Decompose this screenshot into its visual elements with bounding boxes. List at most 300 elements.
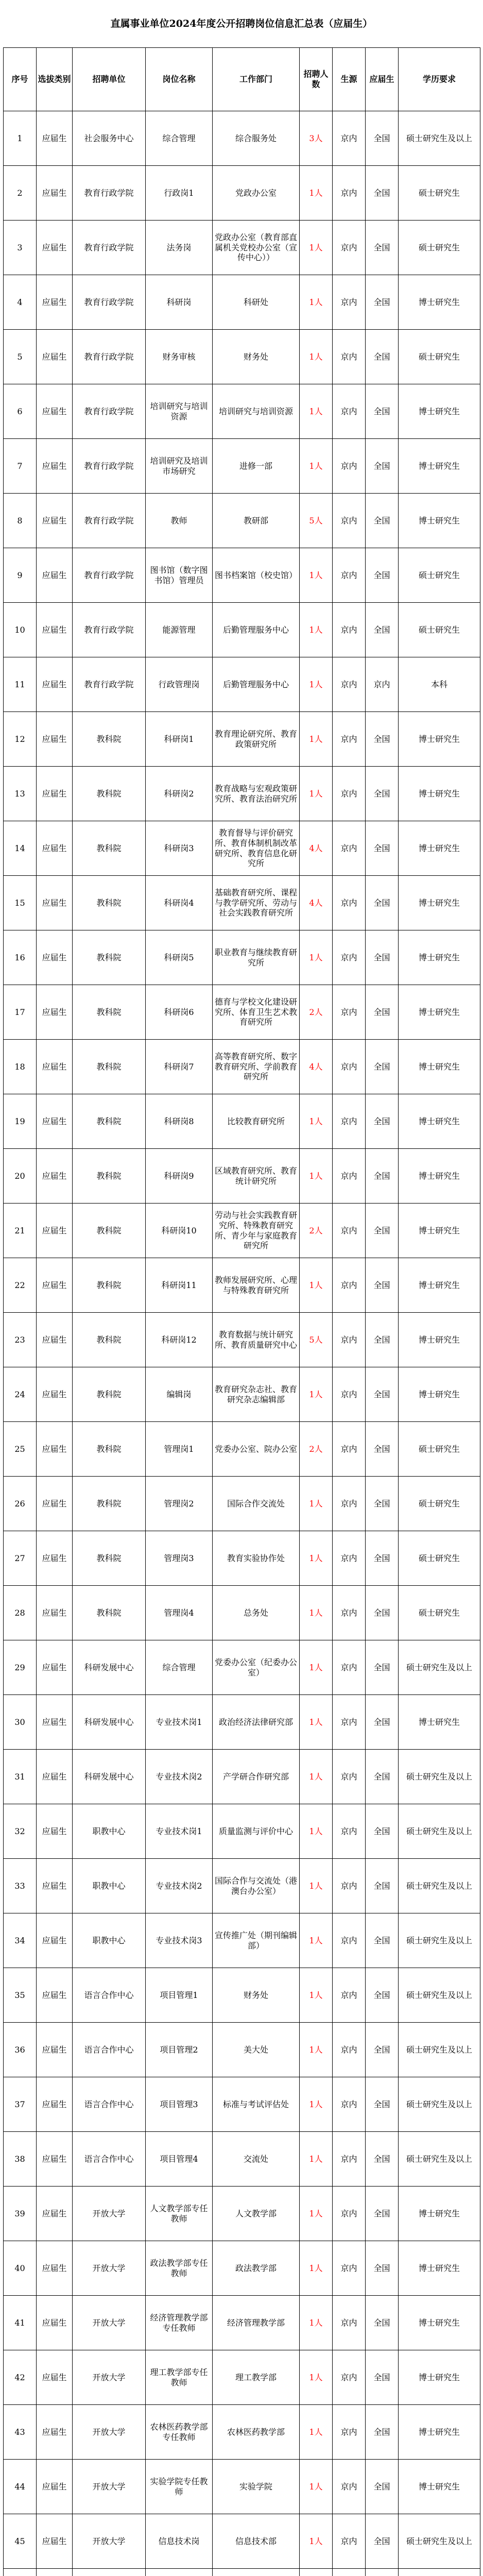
cell-plan: 京内 <box>333 439 366 494</box>
cell-plan: 京内 <box>333 1586 366 1640</box>
cell-post: 项目管理4 <box>146 2132 213 2187</box>
table-row <box>4 2077 480 2132</box>
cell-unit: 教科院 <box>73 821 146 876</box>
cell-dept: 标准与考试评估处 <box>213 2077 300 2132</box>
table-row <box>4 1586 480 1640</box>
cell-plan: 京内 <box>333 1367 366 1422</box>
table-row <box>4 2187 480 2241</box>
cell-unit: 教科院 <box>73 1367 146 1422</box>
table-row <box>4 2569 480 2576</box>
cell-num: 2人 <box>300 985 333 1040</box>
cell-unit: 开放大学 <box>73 2350 146 2405</box>
cell-unit: 教科院 <box>73 1094 146 1149</box>
cell-post: 行政岗1 <box>146 166 213 221</box>
cell-num: 1人 <box>300 439 333 494</box>
table-row <box>4 1750 480 1804</box>
cell-num: 4人 <box>300 876 333 930</box>
cell-edu: 博士研究生 <box>399 1149 480 1204</box>
cell-post: 综合管理 <box>146 111 213 166</box>
cell-edu: 博士研究生 <box>399 2241 480 2296</box>
cell-type: 应届生 <box>37 221 73 275</box>
cell-plan: 京内 <box>333 1640 366 1695</box>
cell-unit: 教科院 <box>73 1204 146 1258</box>
cell-unit <box>73 2569 146 2576</box>
cell-type: 应届生 <box>37 1040 73 1094</box>
cell-plan: 京内 <box>333 603 366 657</box>
cell-seq: 24 <box>4 1367 37 1422</box>
cell-dept: 人文教学部 <box>213 2187 300 2241</box>
cell-post: 专业技术岗2 <box>146 1859 213 1913</box>
cell-dept: 后勤管理服务中心 <box>213 603 300 657</box>
cell-dept: 区域教育研究所、教育统计研究所 <box>213 1149 300 1204</box>
cell-scope: 全国 <box>366 1695 399 1750</box>
cell-type: 应届生 <box>37 712 73 767</box>
cell-scope: 全国 <box>366 2405 399 2460</box>
cell-edu: 硕士研究生及以上 <box>399 1859 480 1913</box>
table-row <box>4 1913 480 1968</box>
cell-plan: 京内 <box>333 821 366 876</box>
cell-plan: 京内 <box>333 330 366 384</box>
cell-edu: 博士研究生 <box>399 275 480 330</box>
cell-dept: 实验学院 <box>213 2460 300 2514</box>
cell-unit: 教科院 <box>73 930 146 985</box>
cell-post: 农林医药教学部专任教师 <box>146 2405 213 2460</box>
cell-edu: 硕士研究生及以上 <box>399 1913 480 1968</box>
cell-dept: 教育战略与宏观政策研究所、教育法治研究所 <box>213 767 300 821</box>
cell-scope: 全国 <box>366 548 399 603</box>
table-row <box>4 2023 480 2077</box>
cell-type: 应届生 <box>37 2187 73 2241</box>
cell-scope: 全国 <box>366 1586 399 1640</box>
cell-num: 1人 <box>300 2023 333 2077</box>
cell-unit: 科研发展中心 <box>73 1695 146 1750</box>
cell-scope: 全国 <box>366 2296 399 2350</box>
cell-seq <box>4 2569 37 2576</box>
cell-type: 应届生 <box>37 2460 73 2514</box>
cell-scope <box>366 2569 399 2576</box>
cell-edu: 硕士研究生及以上 <box>399 111 480 166</box>
table-row <box>4 1204 480 1258</box>
cell-post: 编辑岗 <box>146 1367 213 1422</box>
cell-edu: 博士研究生 <box>399 876 480 930</box>
cell-dept: 宣传推广处（期刊编辑部） <box>213 1913 300 1968</box>
cell-dept: 总务处 <box>213 1586 300 1640</box>
cell-plan: 京内 <box>333 1477 366 1531</box>
cell-edu: 博士研究生 <box>399 1040 480 1094</box>
cell-dept: 党政办公室（教育部直属机关党校办公室（宣传中心）） <box>213 221 300 275</box>
cell-num: 1人 <box>300 2296 333 2350</box>
table-row <box>4 2460 480 2514</box>
cell-post: 政法教学部专任教师 <box>146 2241 213 2296</box>
cell-scope: 全国 <box>366 2187 399 2241</box>
cell-dept: 教育实验协作处 <box>213 1531 300 1586</box>
table-row <box>4 1149 480 1204</box>
cell-edu: 硕士研究生 <box>399 603 480 657</box>
cell-num: 1人 <box>300 2077 333 2132</box>
cell-seq: 16 <box>4 930 37 985</box>
cell-unit: 语言合作中心 <box>73 2132 146 2187</box>
header-dept: 工作部门 <box>213 48 300 111</box>
cell-scope: 全国 <box>366 1968 399 2023</box>
cell-seq: 44 <box>4 2460 37 2514</box>
cell-type: 应届生 <box>37 1750 73 1804</box>
cell-dept: 高等教育研究所、数字教育研究所、学前教育研究所 <box>213 1040 300 1094</box>
cell-num: 1人 <box>300 1640 333 1695</box>
table-row <box>4 821 480 876</box>
cell-post: 专业技术岗1 <box>146 1695 213 1750</box>
cell-edu: 硕士研究生 <box>399 1477 480 1531</box>
cell-seq: 12 <box>4 712 37 767</box>
cell-scope: 全国 <box>366 275 399 330</box>
cell-post: 管理岗4 <box>146 1586 213 1640</box>
cell-plan: 京内 <box>333 2460 366 2514</box>
cell-edu: 博士研究生 <box>399 1695 480 1750</box>
cell-num: 1人 <box>300 1367 333 1422</box>
cell-edu: 博士研究生 <box>399 1204 480 1258</box>
cell-plan: 京内 <box>333 1422 366 1477</box>
cell-edu: 硕士研究生及以上 <box>399 2077 480 2132</box>
cell-plan: 京内 <box>333 1258 366 1313</box>
cell-post: 科研岗11 <box>146 1258 213 1313</box>
cell-seq: 30 <box>4 1695 37 1750</box>
cell-type: 应届生 <box>37 2350 73 2405</box>
table-row <box>4 1367 480 1422</box>
cell-post: 培训研究与培训资源 <box>146 384 213 439</box>
cell-dept: 财务处 <box>213 1968 300 2023</box>
cell-edu: 博士研究生 <box>399 930 480 985</box>
cell-seq: 11 <box>4 657 37 712</box>
cell-post: 科研岗1 <box>146 712 213 767</box>
cell-edu: 博士研究生 <box>399 494 480 548</box>
cell-edu: 硕士研究生及以上 <box>399 1640 480 1695</box>
cell-unit: 教育行政学院 <box>73 330 146 384</box>
cell-scope: 全国 <box>366 1531 399 1586</box>
table-row <box>4 1258 480 1313</box>
cell-num: 4人 <box>300 821 333 876</box>
cell-seq: 42 <box>4 2350 37 2405</box>
table-row <box>4 657 480 712</box>
cell-seq: 19 <box>4 1094 37 1149</box>
cell-unit: 教科院 <box>73 1313 146 1367</box>
cell-num: 1人 <box>300 1859 333 1913</box>
cell-post: 专业技术岗1 <box>146 1804 213 1859</box>
cell-scope: 全国 <box>366 1204 399 1258</box>
cell-type: 应届生 <box>37 1804 73 1859</box>
cell-type: 应届生 <box>37 985 73 1040</box>
table-body <box>4 111 480 2576</box>
cell-type: 应届生 <box>37 2405 73 2460</box>
cell-scope: 全国 <box>366 1094 399 1149</box>
cell-seq: 31 <box>4 1750 37 1804</box>
cell-unit: 语言合作中心 <box>73 2077 146 2132</box>
cell-scope: 全国 <box>366 494 399 548</box>
table-row <box>4 712 480 767</box>
cell-plan: 京内 <box>333 2132 366 2187</box>
cell-scope: 全国 <box>366 821 399 876</box>
cell-num: 1人 <box>300 2350 333 2405</box>
table-row <box>4 384 480 439</box>
cell-seq: 3 <box>4 221 37 275</box>
cell-edu: 硕士研究生 <box>399 1422 480 1477</box>
cell-dept: 财务处 <box>213 330 300 384</box>
table-row <box>4 166 480 221</box>
cell-scope: 全国 <box>366 1913 399 1968</box>
cell-unit: 开放大学 <box>73 2241 146 2296</box>
cell-unit: 职教中心 <box>73 1859 146 1913</box>
cell-edu: 本科 <box>399 657 480 712</box>
cell-unit: 教科院 <box>73 712 146 767</box>
cell-post: 人文教学部专任教师 <box>146 2187 213 2241</box>
cell-num: 4人 <box>300 1040 333 1094</box>
table-row <box>4 1040 480 1094</box>
cell-seq: 34 <box>4 1913 37 1968</box>
cell-post: 科研岗5 <box>146 930 213 985</box>
cell-post: 综合管理 <box>146 1640 213 1695</box>
cell-type: 应届生 <box>37 1422 73 1477</box>
cell-unit: 开放大学 <box>73 2405 146 2460</box>
cell-num: 1人 <box>300 1804 333 1859</box>
cell-plan: 京内 <box>333 1750 366 1804</box>
cell-num: 1人 <box>300 221 333 275</box>
cell-edu: 博士研究生 <box>399 384 480 439</box>
cell-scope: 全国 <box>366 767 399 821</box>
cell-scope: 全国 <box>366 2023 399 2077</box>
cell-type: 应届生 <box>37 2023 73 2077</box>
cell-plan: 京内 <box>333 1149 366 1204</box>
cell-post: 项目管理2 <box>146 2023 213 2077</box>
cell-num: 1人 <box>300 1531 333 1586</box>
cell-dept: 进修一部 <box>213 439 300 494</box>
cell-seq: 39 <box>4 2187 37 2241</box>
cell-plan: 京内 <box>333 1094 366 1149</box>
cell-unit: 语言合作中心 <box>73 2023 146 2077</box>
cell-dept: 国际合作与交流处（港澳台办公室） <box>213 1859 300 1913</box>
table-row <box>4 603 480 657</box>
cell-seq: 8 <box>4 494 37 548</box>
cell-post <box>146 2569 213 2576</box>
cell-type: 应届生 <box>37 111 73 166</box>
cell-type: 应届生 <box>37 2132 73 2187</box>
cell-dept: 美大处 <box>213 2023 300 2077</box>
cell-type: 应届生 <box>37 2514 73 2569</box>
cell-seq: 2 <box>4 166 37 221</box>
cell-type: 应届生 <box>37 930 73 985</box>
cell-edu: 博士研究生 <box>399 767 480 821</box>
cell-seq: 37 <box>4 2077 37 2132</box>
cell-num: 1人 <box>300 548 333 603</box>
cell-dept: 教育督导与评价研究所、教育体制机制改革研究所、教育信息化研究所 <box>213 821 300 876</box>
cell-seq: 13 <box>4 767 37 821</box>
cell-dept: 政治经济法律研究部 <box>213 1695 300 1750</box>
cell-seq: 15 <box>4 876 37 930</box>
cell-type: 应届生 <box>37 1204 73 1258</box>
cell-seq: 40 <box>4 2241 37 2296</box>
cell-plan: 京内 <box>333 657 366 712</box>
cell-scope: 京内 <box>366 657 399 712</box>
cell-unit: 教育行政学院 <box>73 603 146 657</box>
cell-edu: 博士研究生 <box>399 1094 480 1149</box>
cell-seq: 17 <box>4 985 37 1040</box>
cell-num: 1人 <box>300 1258 333 1313</box>
positions-table <box>3 47 480 2576</box>
cell-post: 科研岗2 <box>146 767 213 821</box>
cell-type: 应届生 <box>37 1258 73 1313</box>
table-row <box>4 1804 480 1859</box>
table-row <box>4 2405 480 2460</box>
cell-num: 1人 <box>300 166 333 221</box>
cell-unit: 教育行政学院 <box>73 494 146 548</box>
cell-type: 应届生 <box>37 548 73 603</box>
cell-plan: 京内 <box>333 712 366 767</box>
cell-type: 应届生 <box>37 275 73 330</box>
cell-post: 管理岗2 <box>146 1477 213 1531</box>
cell-type: 应届生 <box>37 1913 73 1968</box>
cell-post: 经济管理教学部专任教师 <box>146 2296 213 2350</box>
cell-num: 1人 <box>300 1750 333 1804</box>
cell-num: 1人 <box>300 330 333 384</box>
cell-post: 科研岗9 <box>146 1149 213 1204</box>
cell-dept: 劳动与社会实践教育研究所、特殊教育研究所、青少年与家庭教育研究所 <box>213 1204 300 1258</box>
cell-edu: 硕士研究生 <box>399 166 480 221</box>
cell-edu: 硕士研究生及以上 <box>399 1804 480 1859</box>
cell-type: 应届生 <box>37 1640 73 1695</box>
cell-seq: 32 <box>4 1804 37 1859</box>
cell-post: 项目管理1 <box>146 1968 213 2023</box>
cell-seq: 14 <box>4 821 37 876</box>
cell-scope: 全国 <box>366 1640 399 1695</box>
cell-scope: 全国 <box>366 603 399 657</box>
cell-dept: 科研处 <box>213 275 300 330</box>
cell-plan: 京内 <box>333 1968 366 2023</box>
cell-edu: 博士研究生 <box>399 2350 480 2405</box>
cell-num: 1人 <box>300 2132 333 2187</box>
cell-unit: 教育行政学院 <box>73 166 146 221</box>
cell-type: 应届生 <box>37 2077 73 2132</box>
cell-seq: 36 <box>4 2023 37 2077</box>
cell-dept: 教师发展研究所、心理与特殊教育研究所 <box>213 1258 300 1313</box>
cell-post: 实验学院专任教师 <box>146 2460 213 2514</box>
cell-scope: 全国 <box>366 384 399 439</box>
cell-plan: 京内 <box>333 494 366 548</box>
cell-scope: 全国 <box>366 1040 399 1094</box>
cell-dept: 教育数据与统计研究所、教育质量研究中心 <box>213 1313 300 1367</box>
cell-type: 应届生 <box>37 657 73 712</box>
cell-unit: 开放大学 <box>73 2460 146 2514</box>
cell-seq: 41 <box>4 2296 37 2350</box>
cell-scope: 全国 <box>366 1367 399 1422</box>
cell-plan: 京内 <box>333 2296 366 2350</box>
cell-plan: 京内 <box>333 985 366 1040</box>
cell-seq: 45 <box>4 2514 37 2569</box>
cell-type: 应届生 <box>37 2296 73 2350</box>
cell-post: 专业技术岗2 <box>146 1750 213 1804</box>
cell-seq: 38 <box>4 2132 37 2187</box>
table-row <box>4 930 480 985</box>
header-seq: 序号 <box>4 48 37 111</box>
cell-plan: 京内 <box>333 1531 366 1586</box>
cell-num: 1人 <box>300 1477 333 1531</box>
cell-post: 行政管理岗 <box>146 657 213 712</box>
cell-dept: 党政办公室 <box>213 166 300 221</box>
cell-post: 理工教学部专任教师 <box>146 2350 213 2405</box>
cell-plan: 京内 <box>333 221 366 275</box>
cell-dept: 后勤管理服务中心 <box>213 657 300 712</box>
cell-scope: 全国 <box>366 166 399 221</box>
cell-dept: 教育研究杂志社、教育研究杂志编辑部 <box>213 1367 300 1422</box>
table-row <box>4 1313 480 1367</box>
header-scope: 应届生 <box>366 48 399 111</box>
cell-type: 应届生 <box>37 821 73 876</box>
cell-scope: 全国 <box>366 930 399 985</box>
cell-edu: 博士研究生 <box>399 2187 480 2241</box>
cell-plan: 京内 <box>333 1859 366 1913</box>
cell-edu: 硕士研究生 <box>399 221 480 275</box>
cell-post: 教师 <box>146 494 213 548</box>
cell-post: 管理岗3 <box>146 1531 213 1586</box>
cell-dept: 信息技术部 <box>213 2514 300 2569</box>
cell-scope: 全国 <box>366 2460 399 2514</box>
table-row <box>4 2514 480 2569</box>
cell-plan: 京内 <box>333 2405 366 2460</box>
cell-seq: 5 <box>4 330 37 384</box>
cell-edu: 硕士研究生 <box>399 1531 480 1586</box>
cell-scope: 全国 <box>366 1750 399 1804</box>
cell-post: 培训研究及培训市场研究 <box>146 439 213 494</box>
cell-scope: 全国 <box>366 221 399 275</box>
header-type: 选拔类别 <box>37 48 73 111</box>
table-row <box>4 2296 480 2350</box>
table-row <box>4 221 480 275</box>
cell-num: 3人 <box>300 111 333 166</box>
cell-unit: 教育行政学院 <box>73 657 146 712</box>
cell-seq: 28 <box>4 1586 37 1640</box>
cell-seq: 21 <box>4 1204 37 1258</box>
cell-scope: 全国 <box>366 1313 399 1367</box>
table-row <box>4 1640 480 1695</box>
cell-type <box>37 2569 73 2576</box>
cell-edu: 硕士研究生 <box>399 330 480 384</box>
cell-edu: 硕士研究生及以上 <box>399 2514 480 2569</box>
cell-scope: 全国 <box>366 1477 399 1531</box>
header-unit: 招聘单位 <box>73 48 146 111</box>
cell-seq: 6 <box>4 384 37 439</box>
cell-unit: 教科院 <box>73 767 146 821</box>
cell-seq: 23 <box>4 1313 37 1367</box>
cell-edu: 硕士研究生及以上 <box>399 2132 480 2187</box>
cell-num: 1人 <box>300 712 333 767</box>
cell-plan: 京内 <box>333 1804 366 1859</box>
cell-type: 应届生 <box>37 876 73 930</box>
table-header-row <box>4 48 480 111</box>
cell-plan: 京内 <box>333 876 366 930</box>
cell-unit: 教育行政学院 <box>73 384 146 439</box>
table-row <box>4 275 480 330</box>
cell-type: 应届生 <box>37 767 73 821</box>
cell-num: 1人 <box>300 1586 333 1640</box>
cell-edu: 博士研究生 <box>399 2405 480 2460</box>
cell-dept: 教育理论研究所、教育政策研究所 <box>213 712 300 767</box>
cell-type: 应届生 <box>37 1367 73 1422</box>
cell-type: 应届生 <box>37 1094 73 1149</box>
cell-type: 应届生 <box>37 1313 73 1367</box>
cell-seq: 4 <box>4 275 37 330</box>
cell-dept: 产学研合作研究部 <box>213 1750 300 1804</box>
cell-unit: 职教中心 <box>73 1913 146 1968</box>
cell-scope: 全国 <box>366 1258 399 1313</box>
cell-type: 应届生 <box>37 603 73 657</box>
header-plan: 生源 <box>333 48 366 111</box>
cell-unit: 教育行政学院 <box>73 221 146 275</box>
